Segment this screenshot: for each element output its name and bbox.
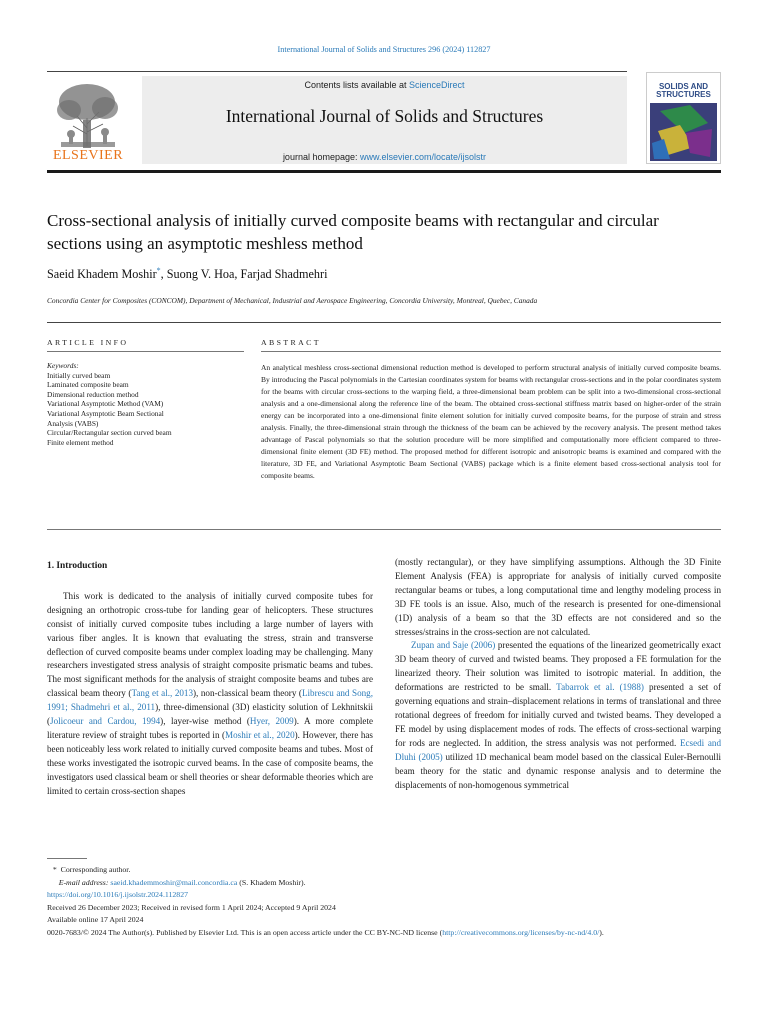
abstract-heading: ABSTRACT — [261, 338, 321, 347]
journal-homepage-link[interactable]: www.elsevier.com/locate/ijsolstr — [360, 152, 487, 162]
paragraph-text: presented a set of governing equations and strain–displacement relations in terms of translational and three rotational degrees of freedom for initially curved and twisted beams. They developed a FE model by using displacement modes of rods. The effects of cross-sectional warping for rods are neglected. In addition, the stress analysis was not performed. — [395, 682, 721, 748]
paragraph-text: ). A more complete literature review of straight tubes is reported in ( — [47, 716, 374, 740]
contents-prefix: Contents lists available at — [304, 80, 410, 90]
article-info-rule — [47, 351, 244, 352]
received-dates: Received 26 December 2023; Received in revised form 1 April 2024; Accepted 9 April 2024 — [47, 902, 336, 912]
paragraph-text: ), three-dimensional (3D) elasticity solution of Lekhnitskii ( — [47, 702, 373, 727]
paper-title: Cross-sectional analysis of initially curved composite beams with rectangular and circular sections using an asymptotic meshless method — [47, 211, 659, 253]
paragraph-text: ), layer-wise method ( — [160, 716, 250, 727]
available-online-date: Available online 17 April 2024 — [47, 915, 144, 925]
citation-link[interactable]: Tang et al., 2013 — [131, 688, 194, 699]
email-note — [47, 877, 727, 890]
corresponding-author-note — [47, 864, 727, 877]
keyword-item: Variational Asymptotic Method (VAM) — [47, 399, 164, 409]
keyword-item: Initially curved beam — [47, 370, 111, 380]
abstract-rule — [261, 351, 721, 352]
citation-link[interactable]: Ecsedi and Dluhi (2005) — [395, 737, 721, 762]
keyword-item: Dimensional reduction method — [47, 389, 139, 399]
section-heading-introduction: 1. Introduction — [47, 561, 108, 571]
homepage-prefix: journal homepage: — [282, 152, 360, 162]
license-link[interactable]: http://creativecommons.org/licenses/by-nc-nd/4.0/ — [442, 927, 600, 937]
license-text: 0020-7683/© 2024 The Author(s). Published by Elsevier Ltd. This is an open access article under the CC BY-NC-ND license ( — [47, 927, 443, 937]
email-link[interactable]: saeid.khademmoshir@mail.concordia.ca — [110, 877, 238, 887]
email-owner: (S. Khadem Moshir). — [239, 877, 306, 887]
affiliation-divider — [47, 322, 721, 323]
journal-title: International Journal of Solids and Structures — [225, 106, 544, 126]
doi-link[interactable]: https://doi.org/10.1016/j.ijsolstr.2024.112827 — [47, 890, 189, 900]
header-bottom-rule — [47, 170, 721, 173]
journal-reference-link[interactable]: International Journal of Solids and Structures 296 (2024) 112827 — [277, 45, 491, 54]
footnote-marker: * — [52, 865, 57, 874]
author-list: Saeid Khadem Moshir*, Suong V. Hoa, Farjad Shadmehri — [47, 266, 328, 282]
keywords-list — [47, 361, 247, 447]
cover-title: SOLIDS AND STRUCTURES — [656, 82, 711, 99]
citation-link[interactable]: Jolicoeur and Cardou, 1994 — [50, 716, 161, 727]
body-paragraph: (mostly rectangular), or they have simplifying assumptions. Although the 3D Finite Element Analysis (FEA) is appropriate for analysis of initially curved composite rectangular beams or tubes, a long computational time and lengthy modeling process in 3D FE tools is an issue. Also, much of the research is presented for one-dimensional (1D) analysis of a beam so that the 3D effects are not considered and so the stresses/strains in the cross-section are not calculated. — [395, 557, 721, 637]
citation-link[interactable]: Moshir et al., 2020 — [225, 729, 295, 740]
keyword-item: Analysis (VABS) — [47, 418, 99, 428]
corresponding-author-marker[interactable]: * — [156, 266, 161, 275]
article-info-heading: ARTICLE INFO — [47, 338, 129, 347]
body-paragraph — [47, 590, 373, 799]
citation-link[interactable]: Tabarrok et al. (1988) — [556, 682, 644, 693]
paragraph-text: utilized 1D mechanical beam model based on the classical Euler-Bernoulli beam theory for the static and dynamic response analysis and to determine the displacements of non-homogenous symmetrical — [395, 751, 722, 790]
footnote-rule — [47, 858, 87, 859]
keyword-item: Circular/Rectangular section curved beam — [47, 428, 172, 438]
license-end: ). — [599, 927, 604, 937]
keyword-item: Finite element method — [47, 437, 114, 447]
author-name[interactable]: Farjad Shadmehri — [240, 267, 328, 282]
email-label: E-mail address: — [58, 877, 109, 887]
elsevier-wordmark: ELSEVIER — [52, 148, 124, 163]
paragraph-text: This work is dedicated to the analysis of initially curved composite tubes for designing an orthotropic cross-tube for landing gear of helicopters. These structures consist of initially curved composite tubes including a large number of layers with various fiber angles. It is known that evaluating the stress, strain and transverse deflection of curved composite beams under complex loading may be challenging. Many researchers investigated stress analysis of straight composite prismatic beams and tubes. The most significant methods for the analysis of straight composite beams and tubes are classical beam theory ( — [47, 590, 373, 699]
author-affiliation: Concordia Center for Composites (CONCOM), Department of Mechanical, Industrial and Aerospace Engineering, Concordia University, Montreal, Quebec, Canada — [47, 296, 538, 305]
author-name[interactable]: Suong V. Hoa — [166, 267, 235, 282]
footnotes — [47, 864, 727, 940]
author-name[interactable]: Saeid Khadem Moshir — [47, 267, 157, 282]
body-right-column — [395, 556, 721, 792]
body-left-column — [47, 560, 373, 799]
citation-link[interactable]: Librescu and Song, 1991; Shadmehri et al., 2011 — [47, 688, 373, 713]
header-top-rule — [47, 71, 627, 72]
cover-artwork — [650, 103, 717, 161]
journal-homepage-line — [142, 152, 627, 162]
contents-available-line — [142, 80, 627, 90]
keyword-item: Laminated composite beam — [47, 380, 129, 390]
body-paragraph — [395, 639, 721, 792]
citation-link[interactable]: Hyer, 2009 — [249, 716, 294, 727]
keyword-item: Variational Asymptotic Beam Sectional — [47, 408, 164, 418]
corresponding-label: Corresponding author. — [60, 865, 131, 874]
abstract-text: An analytical meshless cross-sectional dimensional reduction method is developed to perform structural analysis of initially curved composite beams. By introducing the Pascal polynomials in the Cartesian coordinates system for beams with rectangular cross-sections and in the polar coordinates system for the beams with circular cross-sections to the warping field, a three-dimensional beam problem can be split into a two-dimensional cross-sectional analysis and a one-dimensional along the reference line of the beam. The obtained cross-sectional stiffness matrix based on higher-order of the strain energy can be incorporated into a one-dimensional finite element solution for initially curved composite beams, for the purpose of strain and stress analysis. Finally, the three-dimensional strain through the thickness of the beam can be achieved by the recovery analysis. The present method takes advantage of Pascal polynomials so that the solution procedure will be more simplified and computationally more efficient compared to three-dimensional finite element (3D FE) method. The proposed method for different isotropic and anisotropic beams is examined and compared with the literature, 3D FE, and Variational Asymptotic Beam Sectional (VABS) package which is a finite element based cross-sectional analysis tool for composite beams. — [261, 363, 721, 480]
paragraph-text: ). However, there has been noticeably less work related to initially curved composite beams and tubes. Most of these works investigated the isotropic curved beams. In the case of composite beams, the investigators used classical beam or shell theories or shear deformable theories which are limited to certain cross-section shapes — [47, 729, 373, 796]
citation-link[interactable]: Zupan and Saje (2006) — [411, 640, 496, 651]
sciencedirect-link[interactable]: ScienceDirect — [409, 80, 465, 90]
abstract-end-rule — [47, 529, 721, 530]
paragraph-text: presented the equations of the linearized geometrically exact 3D beam theory of curved and twisted beams. They proposed a FE formulation for the linearized theory. Their solution was limited to isotropic material. In addition, the deformations are restricted to be small. — [395, 640, 721, 693]
keywords-label: Keywords: — [47, 361, 79, 370]
license-statement — [47, 927, 727, 940]
paragraph-text: ), non-classical beam theory ( — [193, 688, 302, 699]
journal-cover-thumbnail[interactable] — [646, 72, 721, 164]
